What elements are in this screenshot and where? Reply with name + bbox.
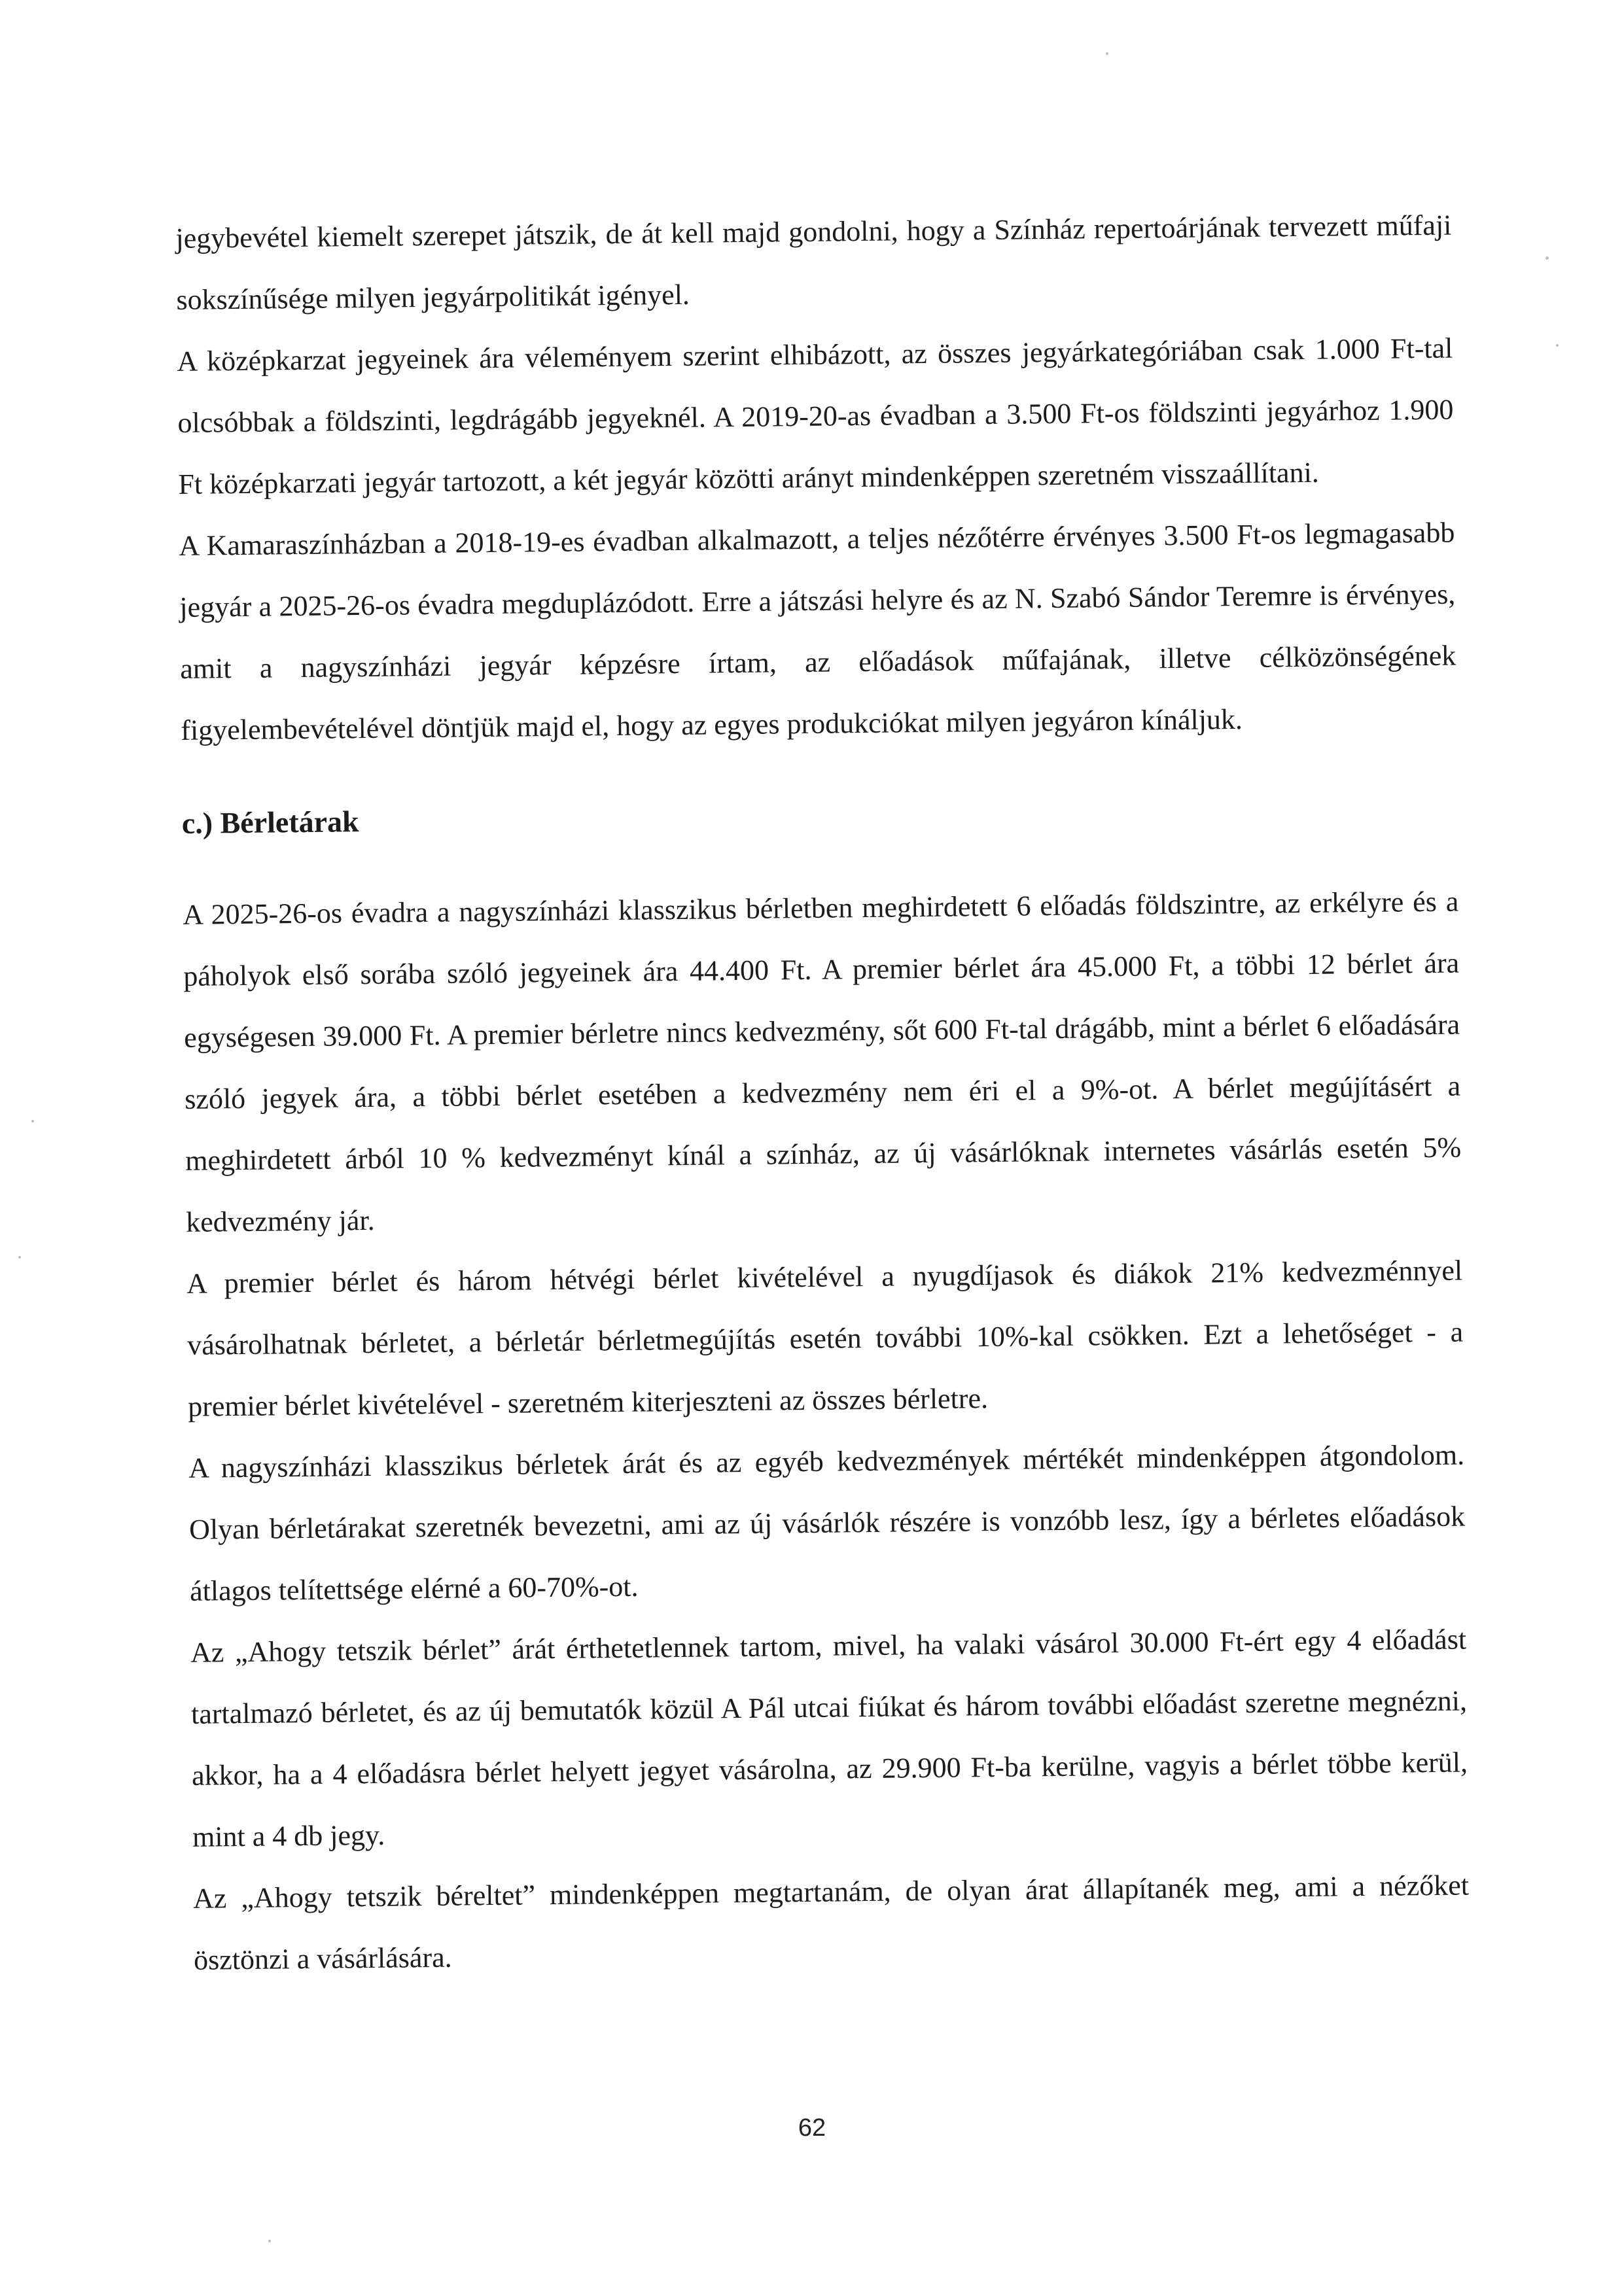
section-heading: c.) Bérletárak bbox=[181, 805, 359, 840]
page-content bbox=[175, 195, 1470, 1991]
page-number: 62 bbox=[798, 2114, 826, 2142]
paragraph-mid-balcony-prices: A középkarzat jegyeinek ára véleményem szerint elhibázott, az összes jegyárkategóriában csak 1.000 Ft-tal olcsóbbak a földszinti, legdrágább jegyeknél. A 2019-20-as évadban a 3.500 Ft-os földszinti jegyárhoz 1.900 Ft középkarzati jegyár tartozott, a két jegyár közötti arányt mindenképpen szeretném visszaállítani. bbox=[177, 332, 1454, 500]
scan-speck bbox=[31, 1120, 34, 1122]
paragraph-ticket-revenue: jegybevétel kiemelt szerepet játszik, de át kell majd gondolni, hogy a Színház repertoárjának tervezett műfaji sokszínűsége milyen jegyárpolitikát igényel. bbox=[175, 209, 1452, 316]
paragraph-pensioner-discounts: A premier bérlet és három hétvégi bérlet kivételével a nyugdíjasok és diákok 21% kedvezménnyel vásárolhatnak bérletet, a bérletár bérletmegújítás esetén további 10%-kal csökken. Ezt a lehetőséget - a premier bérlet kivételével - szeretném kiterjeszteni az összes bérletre. bbox=[186, 1254, 1464, 1423]
paragraph-season-pass-prices: A 2025-26-os évadra a nagyszínházi klasszikus bérletben meghirdetett 6 előadás földszintre, az erkélyre és a páholyok első sorába szóló jegyeinek ára 44.400 Ft. A premier bérlet ára 45.000 Ft, a többi 12 bérlet ára egységesen 39.000 Ft. A premier bérletre nincs kedvezmény, sőt 600 Ft-tal drágább, mint a bérlet 6 előadására szóló jegyek ára, a többi bérlet esetében a kedvezmény nem éri el a 9%-ot. A bérlet megújításért a meghirdetett árból 10 % kedvezményt kínál a színház, az új vásárlóknak internetes vásárlás esetén 5% kedvezmény jár. bbox=[183, 885, 1462, 1238]
scan-speck bbox=[1556, 344, 1559, 347]
scan-speck bbox=[1106, 52, 1108, 55]
paragraph-as-you-like-it-pass: Az „Ahogy tetszik bérlet” árát érthetetlennek tartom, mivel, ha valaki vásárol 30.000 Ft-ért egy 4 előadást tartalmazó bérletet, és az új bemutatók közül A Pál utcai fiúkat és három további előadást szeretne megnézni, akkor, ha a 4 előadásra bérlet helyett jegyet vásárolna, az 29.900 Ft-ba kerülne, vagyis a bérlet többe kerül, mint a 4 db jegy. bbox=[190, 1623, 1468, 1853]
paragraph-rethink-pass-prices: A nagyszínházi klasszikus bérletek árát és az egyéb kedvezmények mértékét mindenképpen átgondolom. Olyan bérletárakat szeretnék bevezetni, ami az új vásárlók részére is vonzóbb lesz, így a bérletes előadások átlagos telítettsége elérné a 60-70%-ot. bbox=[188, 1438, 1466, 1607]
paragraph-keep-pass: Az „Ahogy tetszik béreltet” mindenképpen megtartanám, de olyan árat állapítanék meg, ami a nézőket ösztönzi a vásárlására. bbox=[192, 1869, 1470, 1976]
scan-speck bbox=[1545, 256, 1549, 260]
paragraph-chamber-theatre-prices: A Kamaraszínházban a 2018-19-es évadban alkalmazott, a teljes nézőtérre érvényes 3.500 Ft-os legmagasabb jegyár a 2025-26-os évadra megduplázódott. Erre a játszási helyre és az N. Szabó Sándor Teremre is érvényes, amit a nagyszínházi jegyár képzésre írtam, az előadások műfajának, illetve célközönségének figyelembevételével döntjük majd el, hogy az egyes produkciókat milyen jegyáron kínáljuk. bbox=[179, 516, 1456, 746]
scan-speck bbox=[18, 1256, 21, 1259]
scan-speck bbox=[268, 2240, 271, 2242]
